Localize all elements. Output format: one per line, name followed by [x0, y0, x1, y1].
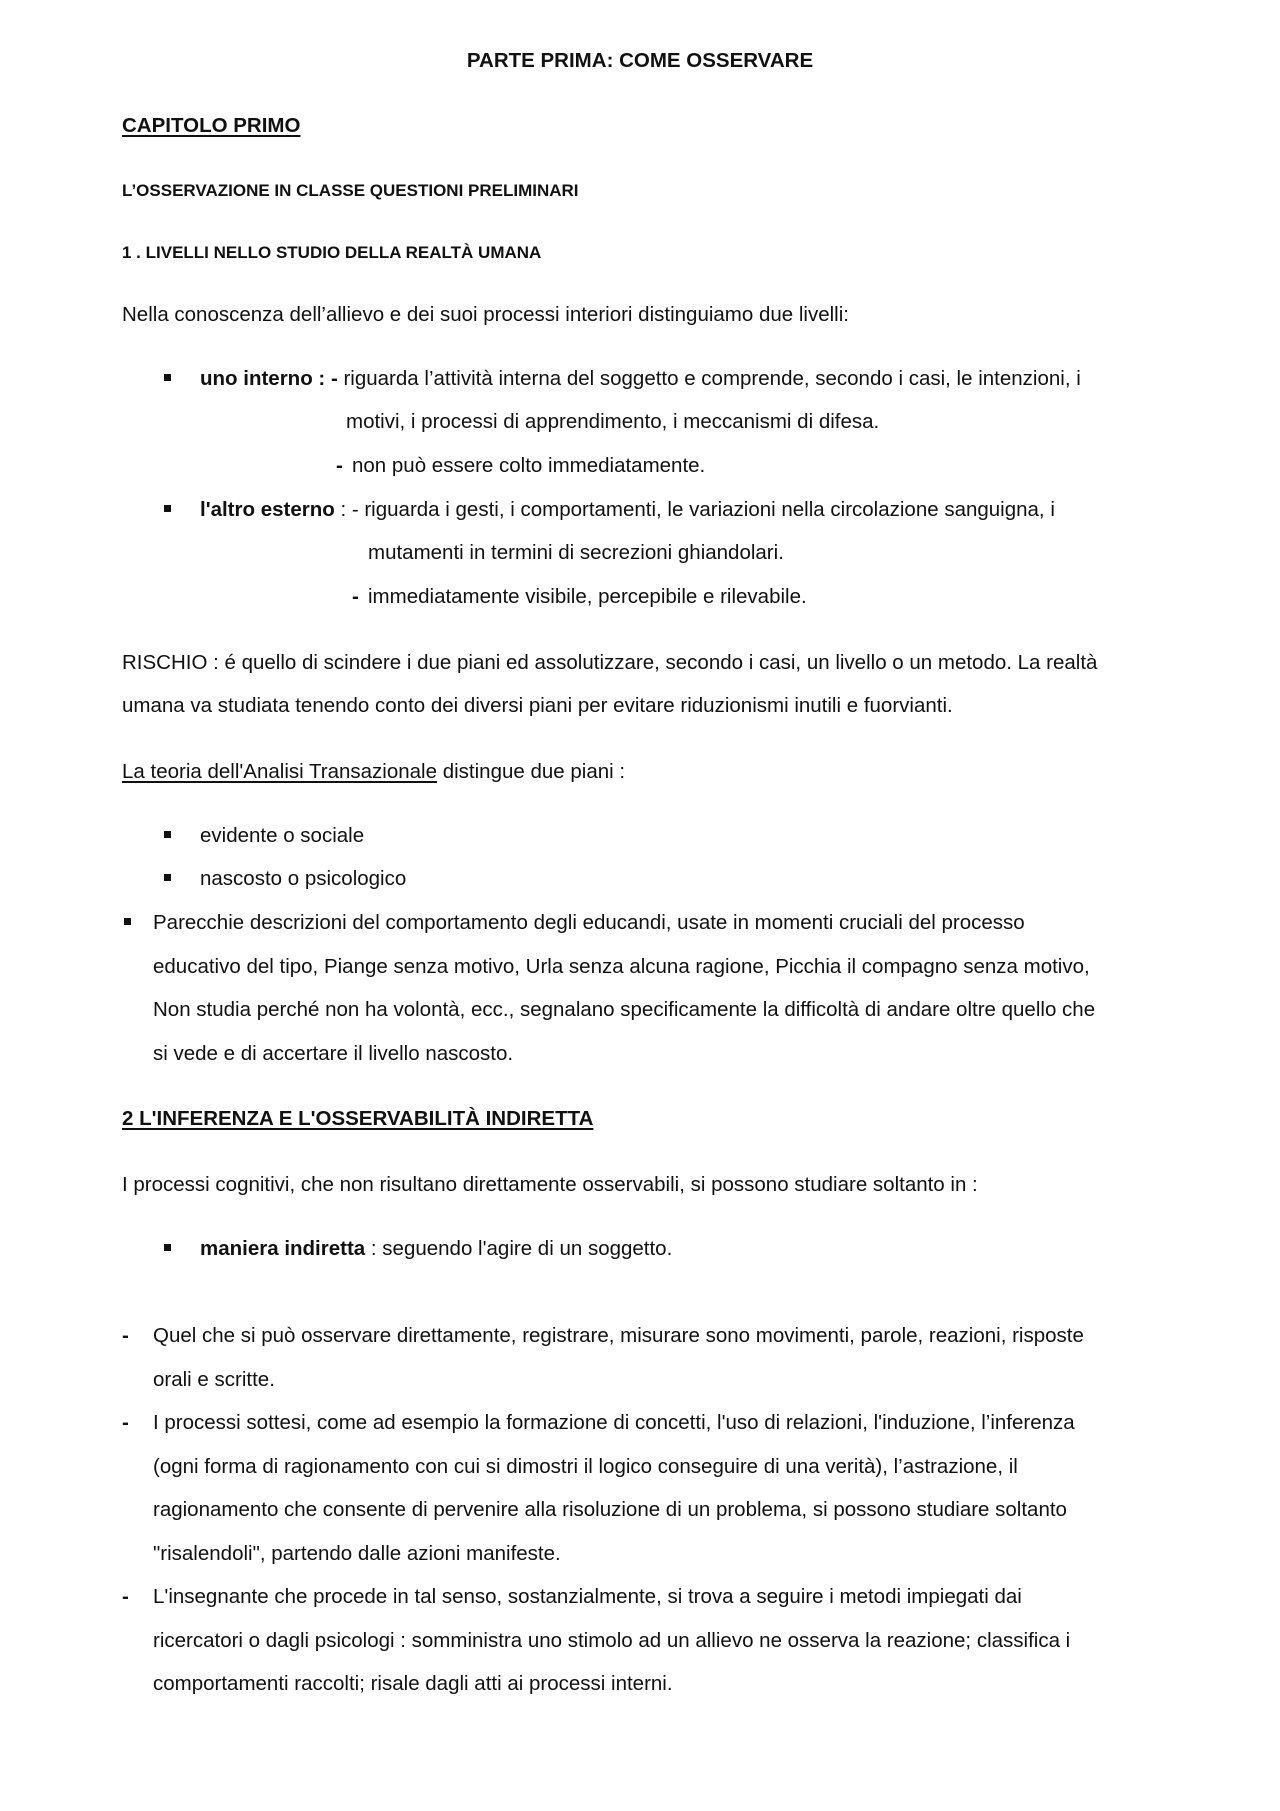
bullet-square-icon: [164, 831, 171, 838]
subsection-1-title: 1 . LIVELLI NELLO STUDIO DELLA REALTÀ UMANA: [122, 243, 542, 262]
intro-levels-text: Nella conoscenza dell’allievo e dei suoi processi interiori distinguiamo due livelli:: [122, 303, 849, 326]
internal-level-line3: non può essere colto immediatamente.: [352, 454, 706, 477]
bullet-square-icon: [124, 918, 131, 925]
internal-level-text-1: riguarda l’attività interna del soggetto e comprende, secondo i casi, le intenzioni, i: [337, 367, 1081, 390]
bullet-square-icon: [164, 1244, 171, 1251]
ta-theory-reference: La teoria dell'Analisi Transazionale: [122, 760, 438, 783]
dash-item-1-line-1: Quel che si può osservare direttamente, registrare, misurare sono movimenti, parole, reazioni, risposte: [153, 1324, 1084, 1347]
description-line-3: Non studia perché non ha volontà, ecc., segnalano specificamente la difficoltà di andare oltre quello che: [153, 998, 1096, 1021]
indirect-label: maniera indiretta: [200, 1237, 366, 1260]
dash-marker: -: [122, 1411, 129, 1434]
subsection-2-title: 2 L'INFERENZA E L'OSSERVABILITÀ INDIRETTA: [122, 1107, 594, 1130]
bullet-square-icon: [164, 374, 171, 381]
external-level-line1: [200, 497, 1055, 523]
description-line-1: Parecchie descrizioni del comportamento degli educandi, usate in momenti cruciali del processo: [153, 911, 1025, 934]
plane-item-social: evidente o sociale: [200, 824, 365, 847]
indirect-text: : seguendo l'agire di un soggetto.: [365, 1237, 673, 1260]
dash-item-2-line-1: I processi sottesi, come ad esempio la formazione di concetti, l'uso di relazioni, l'induzione, l’inferenza: [153, 1411, 1075, 1434]
chapter-title: CAPITOLO PRIMO: [122, 114, 301, 137]
section-title: L’OSSERVAZIONE IN CLASSE QUESTIONI PRELIMINARI: [122, 181, 579, 200]
risk-text-line2: umana va studiata tenendo conto dei diversi piani per evitare riduzionismi inutili e fuorvianti.: [122, 694, 953, 717]
internal-level-line1: [200, 366, 1081, 392]
dash-item-2-line-3: ragionamento che consente di pervenire alla risoluzione di un problema, si possono studiare soltanto: [153, 1498, 1067, 1521]
external-dash: -: [352, 585, 359, 608]
description-line-4: si vede e di accertare il livello nascosto.: [153, 1042, 514, 1065]
dash-item-2-line-2: (ogni forma di ragionamento con cui si dimostri il logico conseguire di una verità), l’astrazione, il: [153, 1455, 1018, 1478]
dash-item-2-line-4: "risalendoli", partendo dalle azioni manifeste.: [153, 1542, 561, 1565]
bullet-square-icon: [164, 874, 171, 881]
dash-item-3-line-3: comportamenti raccolti; risale dagli atti ai processi interni.: [153, 1672, 673, 1695]
external-level-line3: immediatamente visibile, percepibile e rilevabile.: [368, 585, 807, 608]
description-line-2: educativo del tipo, Piange senza motivo, Urla senza alcuna ragione, Picchia il compagno senza motivo,: [153, 955, 1090, 978]
external-level-text-1: : - riguarda i gesti, i comportamenti, le variazioni nella circolazione sanguigna, i: [334, 498, 1055, 521]
risk-text-line1: RISCHIO : é quello di scindere i due piani ed assolutizzare, secondo i casi, un livello o un metodo. La realtà: [122, 651, 1098, 674]
external-level-line2: mutamenti in termini di secrezioni ghiandolari.: [368, 541, 784, 564]
dash-item-3-line-1: L'insegnante che procede in tal senso, sostanzialmente, si trova a seguire i metodi impiegati dai: [153, 1585, 1022, 1608]
ta-intro-line: [122, 759, 625, 785]
external-level-label: l'altro esterno: [200, 498, 335, 521]
dash-marker: -: [122, 1585, 129, 1608]
part-title: PARTE PRIMA: COME OSSERVARE: [466, 49, 814, 72]
internal-level-line2: motivi, i processi di apprendimento, i meccanismi di difesa.: [346, 410, 880, 433]
dash-marker: -: [122, 1324, 129, 1347]
internal-dash: -: [336, 454, 343, 477]
bullet-square-icon: [164, 505, 171, 512]
plane-item-psychological: nascosto o psicologico: [200, 867, 407, 890]
indirect-item: [200, 1236, 672, 1262]
cognitive-intro-text: I processi cognitivi, che non risultano direttamente osservabili, si possono studiare soltanto in :: [122, 1173, 978, 1196]
internal-level-label: uno interno : -: [200, 367, 338, 390]
ta-intro-rest: distingue due piani :: [437, 760, 626, 783]
dash-item-3-line-2: ricercatori o dagli psicologi : somministra uno stimolo ad un allievo ne osserva la reazione; classifica i: [153, 1629, 1071, 1652]
dash-item-1-line-2: orali e scritte.: [153, 1368, 275, 1391]
